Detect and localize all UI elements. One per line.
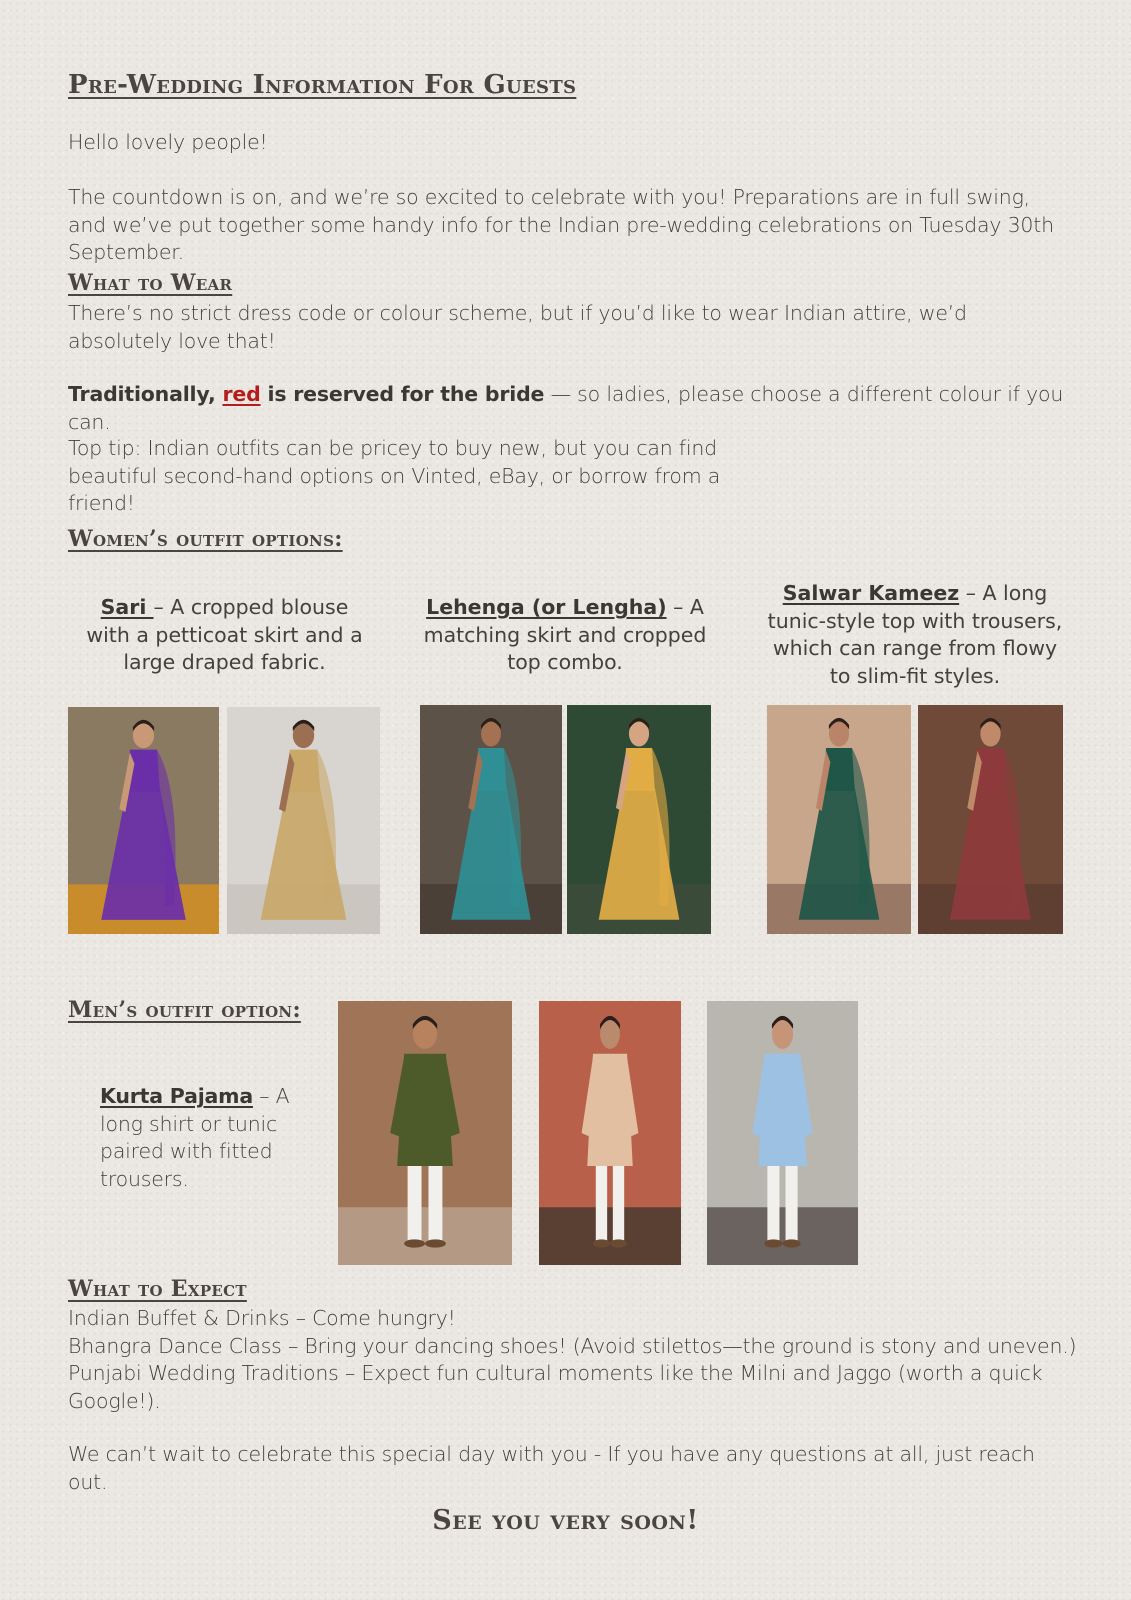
sari-desc: – A cropped blouse with a petticoat skirt and a large draped fabric. <box>86 595 363 674</box>
lehenga-caption <box>420 594 710 677</box>
page-title: Pre-Wedding Information For Guests <box>68 70 577 100</box>
wear-paragraph: There’s no strict dress code or colour scheme, but if you’d like to wear Indian attire, we’d absolutely love that! <box>68 301 967 353</box>
intro-paragraph: The countdown is on, and we’re so excited to celebrate with you! Preparations are in full swing, and we’ve put together some handy info for the Indian pre-wedding celebrations on Tuesday 30th September. <box>68 185 1054 264</box>
kurta-caption <box>100 1083 290 1193</box>
salwar-green-photo <box>767 705 911 934</box>
salwar-caption <box>760 580 1070 690</box>
figure-leg-left <box>767 1166 779 1240</box>
figure-shoe-right <box>425 1239 446 1247</box>
figure-leg-left <box>596 1166 607 1240</box>
salwar-name: Salwar Kameez <box>782 581 960 605</box>
expect-item-bhangra: Bhangra Dance Class – Bring your dancing shoes! (Avoid stilettos—the ground is stony and uneven.) <box>68 1333 1077 1358</box>
womens-outfit-heading: Women’s outfit options: <box>68 526 343 552</box>
kurta-desc: – A long shirt or tunic paired with fitted trousers. <box>100 1084 290 1191</box>
kurta-name: Kurta Pajama <box>100 1084 253 1108</box>
figure-shoe-right <box>610 1239 627 1247</box>
red-rule-prefix: Traditionally, <box>68 382 223 406</box>
photo-floor <box>539 1207 681 1265</box>
salwar-maroon-photo <box>918 705 1063 934</box>
mens-outfit-heading: Men’s outfit option: <box>68 997 301 1023</box>
lehenga-teal-photo <box>420 705 562 934</box>
top-tip: Top tip: Indian outfits can be pricey to buy new, but you can find beautiful second-hand options on Vinted, eBay, or borrow from a friend! <box>68 436 721 515</box>
red-rule-rest: — so ladies, please choose a different colour if you can. <box>68 382 1064 434</box>
sari-purple-photo <box>68 707 219 934</box>
red-word: red <box>222 382 261 406</box>
kurta-peach-photo <box>539 1001 681 1265</box>
lehenga-gold-photo <box>567 705 711 934</box>
salwar-desc: – A long tunic-style top with trousers, which can range from flowy to slim-fit styles. <box>767 581 1063 688</box>
photo-floor <box>338 1207 512 1265</box>
figure-leg-right <box>428 1166 442 1240</box>
sari-caption <box>82 594 367 677</box>
signoff: See you very soon! <box>432 1505 699 1536</box>
figure-leg-right <box>613 1166 624 1240</box>
expect-item-buffet: Indian Buffet & Drinks – Come hungry! <box>68 1306 456 1330</box>
what-to-expect-heading: What to Expect <box>68 1276 247 1302</box>
sari-name: Sari <box>100 595 154 619</box>
what-to-wear-heading: What to Wear <box>68 270 233 296</box>
figure-leg-left <box>408 1166 422 1240</box>
expect-item-traditions: Punjabi Wedding Traditions – Expect fun cultural moments like the Milni and Jaggo (worth a quick Google!). <box>68 1361 1043 1413</box>
closing-note: We can’t wait to celebrate this special day with you - If you have any questions at all, just reach out. <box>68 1442 1035 1494</box>
kurta-blue-photo <box>707 1001 858 1265</box>
photo-floor <box>707 1207 858 1265</box>
figure-shoe-left <box>404 1239 425 1247</box>
red-rule-paragraph <box>68 381 1088 436</box>
sari-gold-photo <box>227 707 380 934</box>
red-rule-bold: is reserved for the bride <box>260 382 545 406</box>
figure-shoe-left <box>764 1239 782 1247</box>
figure-shoe-left <box>593 1239 610 1247</box>
lehenga-name: Lehenga (or Lengha) <box>426 595 667 619</box>
lehenga-desc: – A matching skirt and cropped top combo. <box>423 595 707 674</box>
greeting: Hello lovely people! <box>68 130 268 154</box>
kurta-olive-photo <box>338 1001 512 1265</box>
expect-list <box>68 1305 1078 1415</box>
figure-leg-right <box>786 1166 798 1240</box>
figure-shoe-right <box>783 1239 801 1247</box>
